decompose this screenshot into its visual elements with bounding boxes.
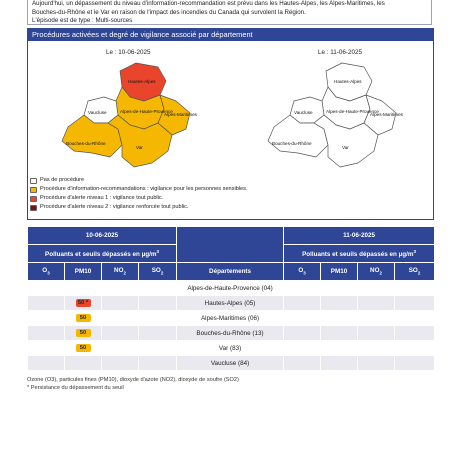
col-pm10-right: PM10 <box>321 263 358 281</box>
pm10-badge-alert1: 50 * <box>76 299 91 307</box>
panel-title: Procédures activées et degré de vigilance associé par département <box>28 29 433 41</box>
table-row <box>28 326 435 341</box>
department-cell: Var (83) <box>177 341 284 356</box>
footnote-persistence: * Persistance du dépassement du seuil <box>27 385 124 391</box>
pm10-left-cell <box>65 296 102 311</box>
procedure-legend <box>30 176 248 212</box>
map-right-label-alpes-maritimes: Alpes-Maritimes <box>370 112 403 117</box>
map-left-label-ahp: Alpes-de-Haute-Provence <box>120 109 173 114</box>
table-row <box>28 281 435 296</box>
map-left-label-bouches-du-rhone: Bouches-du-Rhône <box>66 141 106 146</box>
map-right-label-hautes-alpes: Hautes-Alpes <box>334 79 362 84</box>
legend-row-alert2 <box>30 203 248 212</box>
footnote <box>27 376 239 392</box>
map-left-label-alpes-maritimes: Alpes-Maritimes <box>164 112 197 117</box>
table-row <box>28 311 435 326</box>
pm10-left-cell <box>65 341 102 356</box>
legend-swatch-alert1 <box>30 196 37 202</box>
map-right-date: Le : 11-06-2025 <box>318 49 362 56</box>
col-pm10-left: PM10 <box>65 263 102 281</box>
map-right-label-bouches-du-rhone: Bouches-du-Rhône <box>272 141 312 146</box>
map-right-label-ahp: Alpes-de-Haute-Provence <box>326 109 379 114</box>
intro-text <box>27 0 432 25</box>
table-pollutants-header-left: Polluants et seuils dépassés en $\mu g/m^3$ <box>28 245 177 263</box>
pm10-badge-info: 50 <box>76 344 91 352</box>
pollution-table <box>27 226 435 371</box>
pm10-left-cell <box>65 311 102 326</box>
table-departments-header <box>177 227 284 263</box>
department-cell: Alpes-de-Haute-Provence (04) <box>177 281 284 296</box>
col-departments: Départements <box>177 263 284 281</box>
map-right-label-vaucluse: Vaucluse <box>294 110 313 115</box>
table-date-left: 10-06-2025 <box>28 227 177 245</box>
legend-label-info: Procédure d'information-recommandations : vigilance pour les personnes sensibles. <box>40 186 248 192</box>
legend-label-alert1: Procédure d'alerte niveau 1 : vigilance tout public. <box>40 195 164 201</box>
intro-line-1: Aujourd'hui, un dépassement du niveau d'information-recommandation est prévu dans les Hautes-Alpes, les Alpes-Maritimes, les <box>32 0 385 7</box>
col-no2-right: $NO_2$ <box>358 263 395 281</box>
procedures-panel <box>27 28 434 220</box>
legend-swatch-info <box>30 187 37 193</box>
legend-swatch-none <box>30 178 37 184</box>
col-so2-left: $SO_2$ <box>139 263 177 281</box>
legend-row-info <box>30 185 248 194</box>
legend-swatch-alert2 <box>30 205 37 211</box>
table-date-right: 11-06-2025 <box>284 227 435 245</box>
legend-row-alert1 <box>30 194 248 203</box>
pm10-left-cell <box>65 326 102 341</box>
col-so2-right: $SO_2$ <box>395 263 435 281</box>
map-left-date: Le : 10-06-2025 <box>106 49 151 56</box>
col-o3-left: $O_3$ <box>28 263 65 281</box>
legend-label-alert2: Procédure d'alerte niveau 2 : vigilance renforcée tout public. <box>40 204 189 210</box>
legend-row-none <box>30 176 248 185</box>
map-left-label-hautes-alpes: Hautes-Alpes <box>128 79 156 84</box>
pm10-badge-info: 50 <box>76 314 91 322</box>
map-left <box>58 61 198 173</box>
map-left-label-var: Var <box>136 145 143 150</box>
department-cell: Hautes-Alpes (05) <box>177 296 284 311</box>
department-cell: Alpes-Maritimes (06) <box>177 311 284 326</box>
department-cell: Bouches-du-Rhône (13) <box>177 326 284 341</box>
table-pollutants-header-right: Polluants et seuils dépassés en $\mu g/m^3$ <box>284 245 435 263</box>
map-right <box>264 61 404 173</box>
table-row <box>28 356 435 371</box>
legend-label-none: Pas de procédure <box>40 177 85 183</box>
map-left-label-vaucluse: Vaucluse <box>88 110 107 115</box>
pm10-left-cell <box>65 281 102 296</box>
table-row <box>28 296 435 311</box>
map-right-label-var: Var <box>342 145 349 150</box>
department-cell: Vaucluse (84) <box>177 356 284 371</box>
pm10-left-cell <box>65 356 102 371</box>
intro-line-2: Bouches-du-Rhône et le Var en raison de l'impact des incendies du Canada qui survolent la Région. <box>32 8 306 16</box>
intro-line-3: L'épisode est de type : Multi-sources <box>32 17 133 25</box>
col-no2-left: $NO_2$ <box>102 263 139 281</box>
table-row <box>28 341 435 356</box>
footnote-pollutants: Ozone (O3), particules fines (PM10), dioxyde d'azote (NO2), dioxyde de soufre (SO2) <box>27 377 239 383</box>
col-o3-right: $O_3$ <box>284 263 321 281</box>
pm10-badge-info: 50 <box>76 329 91 337</box>
